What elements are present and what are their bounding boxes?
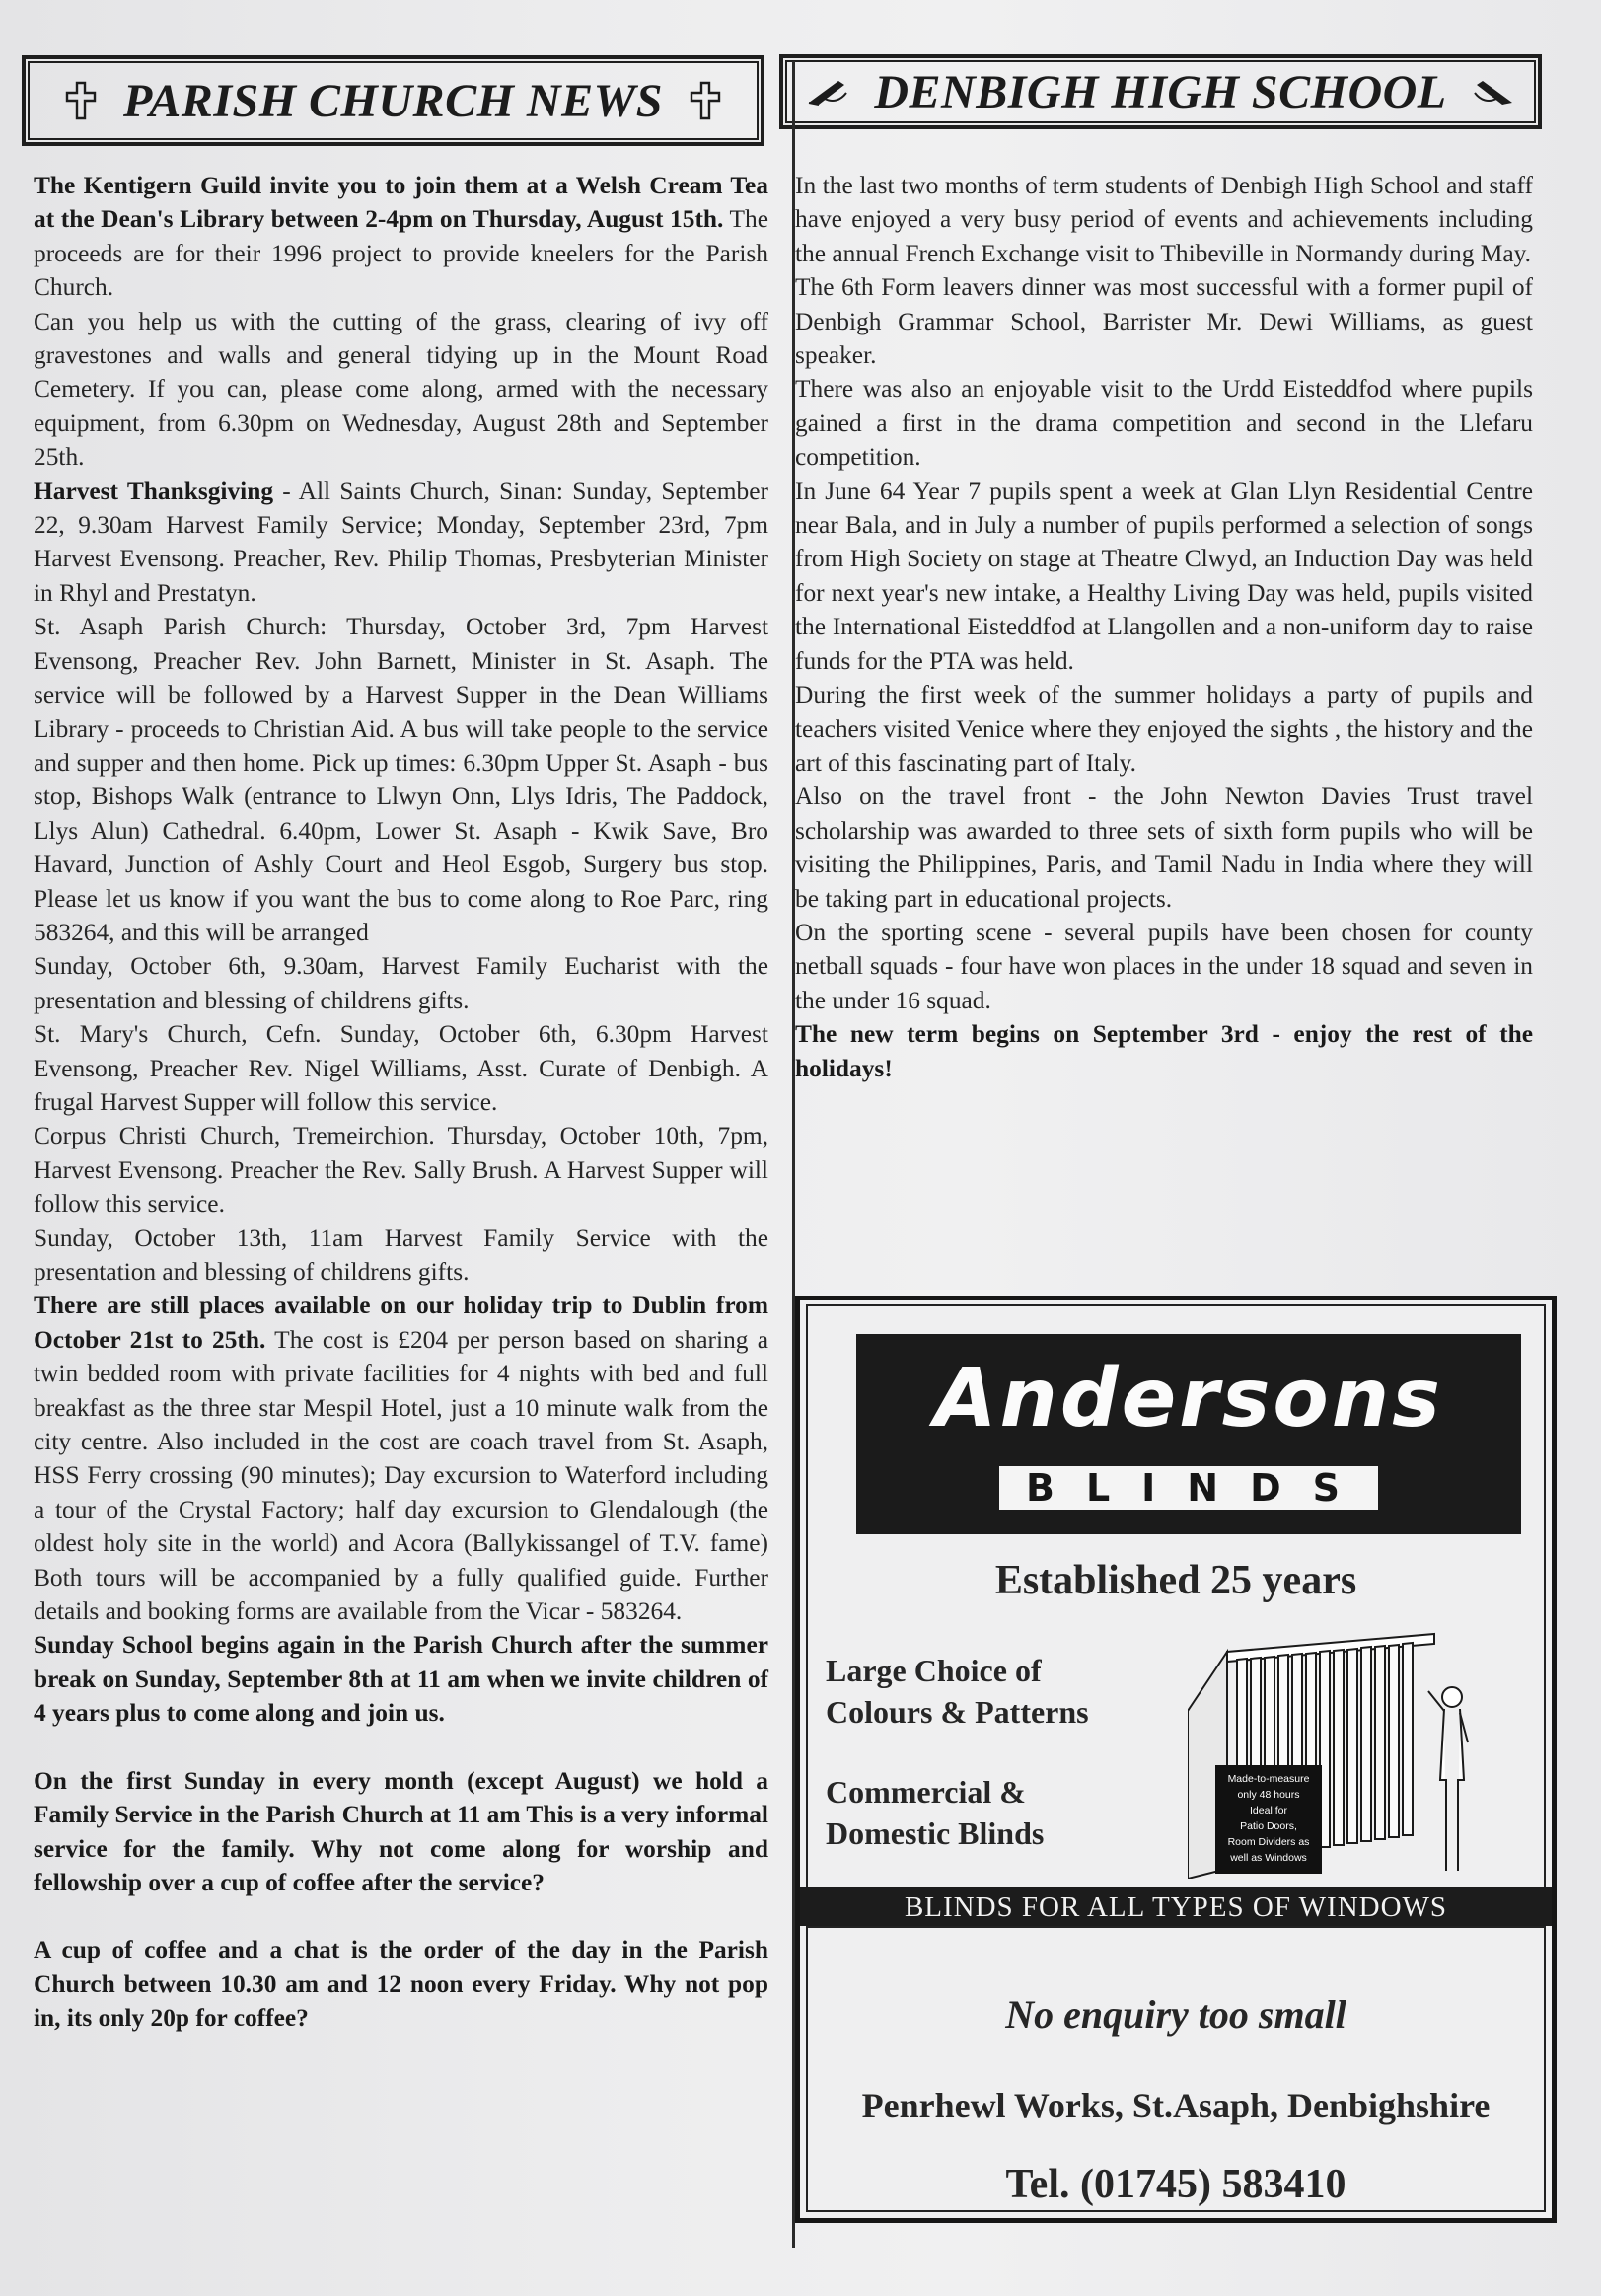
article-paragraph: The 6th Form leavers dinner was most successful with a former pupil of Denbigh Grammar School, Barrister Mr. Dewi Williams, as guest speaker. <box>795 273 1533 370</box>
quill-icon <box>807 77 848 107</box>
svg-text:Room Dividers as: Room Dividers as <box>1227 1836 1310 1848</box>
logo-brand-name: Andersons <box>934 1352 1443 1445</box>
logo-subtitle: BLINDS <box>999 1466 1378 1510</box>
article-paragraph: In June 64 Year 7 pupils spent a week at Glan Llyn Residential Centre near Bala, and in July a number of pupils performed a selection of songs from High Society on stage at Theatre Clwyd, an Induction Day was held for next year's new intake, a Healthy Living Day was held, pupils visited the International Eisteddfod at Llangollen and a non-uniform day to raise funds for the PTA was held. <box>795 477 1533 675</box>
article-paragraph: On the first Sunday in every month (except August) we hold a Family Service in the Parish Church at 11 am This is a very informal service for the family. Why not come along for worship and fellowship over a cup of coffee after the service? <box>34 1766 768 1896</box>
article-paragraph: Sunday, October 13th, 11am Harvest Family Service with the presentation and blessing of childrens gifts. <box>34 1223 768 1286</box>
svg-text:well as Windows: well as Windows <box>1230 1852 1307 1864</box>
parish-church-news-header <box>22 55 764 146</box>
cross-icon <box>689 81 722 120</box>
svg-text:Patio Doors,: Patio Doors, <box>1240 1820 1297 1832</box>
vertical-blinds-illustration <box>1188 1632 1484 1879</box>
article-paragraph: A cup of coffee and a chat is the order of the day in the Parish Church between 10.30 am and 12 noon every Friday. Why not pop in, its only 20p for coffee? <box>34 1936 768 2033</box>
parish-header-title: PARISH CHURCH NEWS <box>123 74 663 127</box>
article-paragraph: St. Mary's Church, Cefn. Sunday, October 6th, 6.30pm Harvest Evensong, Preacher Rev. Nigel Williams, Asst. Curate of Denbigh. A frugal Harvest Supper will follow this service. <box>34 1020 768 1116</box>
article-paragraph: Can you help us with the cutting of the grass, clearing of ivy off gravestones and walls and general tidying up in the Mount Road Cemetery. If you can, please come along, armed with the necessary equipment, from 6.30pm on Wednesday, August 28th and September 25th. <box>34 307 768 472</box>
quill-icon <box>1473 77 1514 107</box>
article-paragraph: There are still places available on our holiday trip to Dublin from October 21st to 25th. The cost is £204 per person based on sharing a twin bedded room with private facilities for 4 nights with bed and full breakfast as the three star Mespil Hotel, just a 10 minute walk from the city centre. Also included in the cost are coach travel from St. Asaph, HSS Ferry crossing (90 minutes); Day excursion to Waterford including a tour of the Crystal Factory; half day excursion to Glendalough (the oldest holy site in the world) and Acora (Ballykissangel of T.V. fame) Both tours will be accompanied by a fully qualified guide. Further details and booking forms are available from the Vicar - 583264. <box>34 1292 768 1626</box>
feature-choice: Large Choice of Colours & Patterns <box>826 1653 1089 1730</box>
advert-address: Penrhewl Works, St.Asaph, Denbighshire <box>861 2086 1491 2125</box>
school-header-title: DENBIGH HIGH SCHOOL <box>874 65 1447 118</box>
article-paragraph: Sunday School begins again in the Parish Church after the summer break on Sunday, September 8th at 11 am when we invite children of 4 years plus to come along and join us. <box>34 1631 768 1728</box>
cross-icon <box>64 81 98 120</box>
advert-telephone: Tel. (01745) 583410 <box>1005 2162 1346 2207</box>
established-tagline: Established 25 years <box>994 1558 1357 1603</box>
article-paragraph: The new term begins on September 3rd - enjoy the rest of the holidays! <box>795 1020 1533 1082</box>
feature-commercial: Commercial & Domestic Blinds <box>826 1774 1045 1851</box>
andersons-logo <box>856 1334 1521 1534</box>
svg-text:Made-to-measure: Made-to-measure <box>1227 1773 1310 1785</box>
article-paragraph: In the last two months of term students of Denbigh High School and staff have enjoyed a very busy period of events and achievements including the annual French Exchange visit to Thibeville in Normandy during May. <box>795 172 1533 267</box>
article-paragraph: Sunday, October 6th, 9.30am, Harvest Family Eucharist with the presentation and blessing of childrens gifts. <box>34 952 768 1014</box>
parish-news-column <box>34 169 768 2036</box>
article-paragraph: During the first week of the summer holidays a party of pupils and teachers visited Venice where they enjoyed the sights , the history and the art of this fascinating part of Italy. <box>795 681 1533 777</box>
andersons-blinds-advert <box>795 1296 1557 2223</box>
article-paragraph: The Kentigern Guild invite you to join them at a Welsh Cream Tea at the Dean's Library between 2-4pm on Thursday, August 15th. The proceeds are for their 1996 project to provide kneelers for the Parish Church. <box>34 172 768 302</box>
advert-banner: BLINDS FOR ALL TYPES OF WINDOWS <box>800 1887 1552 1926</box>
article-paragraph: St. Asaph Parish Church: Thursday, October 3rd, 7pm Harvest Evensong, Preacher Rev. John Barnett, Minister in St. Asaph. The service will be followed by a Harvest Supper in the Dean Williams Library - proceeds to Christian Aid. A bus will take people to the service and supper and then home. Pick up times: 6.30pm Upper St. Asaph - bus stop, Bishops Walk (entrance to Llwyn Onn, Llys Idris, The Paddock, Llys Alun) Cathedral. 6.40pm, Lower St. Asaph - Kwik Save, Bro Havard, Junction of Ashly Court and Heol Esgob, Surgery bus stop. Please let us know if you want the bus to come along to Roe Parc, ring 583264, and this will be arranged <box>34 613 768 946</box>
article-paragraph: Corpus Christi Church, Tremeirchion. Thursday, October 10th, 7pm, Harvest Evensong. Preacher the Rev. Sally Brush. A Harvest Supper will follow this service. <box>34 1122 768 1219</box>
article-paragraph: On the sporting scene - several pupils have been chosen for county netball squads - four have won places in the under 18 squad and seven in the under 16 squad. <box>795 918 1533 1014</box>
article-paragraph: Harvest Thanksgiving - All Saints Church, Sinan: Sunday, September 22, 9.30am Harvest Family Service; Monday, September 23rd, 7pm Harvest Evensong. Preacher, Rev. Philip Thomas, Presbyterian Minister in Rhyl and Prestatyn. <box>34 477 768 607</box>
article-paragraph: Also on the travel front - the John Newton Davies Trust travel scholarship was awarded to three sets of sixth form pupils who will be visiting the Philippines, Paris, and Tamil Nadu in India where they will be taking part in educational projects. <box>795 782 1533 913</box>
advert-tagline: No enquiry too small <box>1005 1992 1346 2037</box>
school-news-column <box>795 169 1533 1085</box>
article-paragraph: There was also an enjoyable visit to the Urdd Eisteddfod where pupils gained a first in the drama competition and second in the Llefaru competition. <box>795 375 1533 472</box>
denbigh-high-school-header <box>779 54 1542 129</box>
svg-text:only 48 hours: only 48 hours <box>1237 1789 1300 1801</box>
svg-text:Ideal for: Ideal for <box>1250 1805 1287 1816</box>
